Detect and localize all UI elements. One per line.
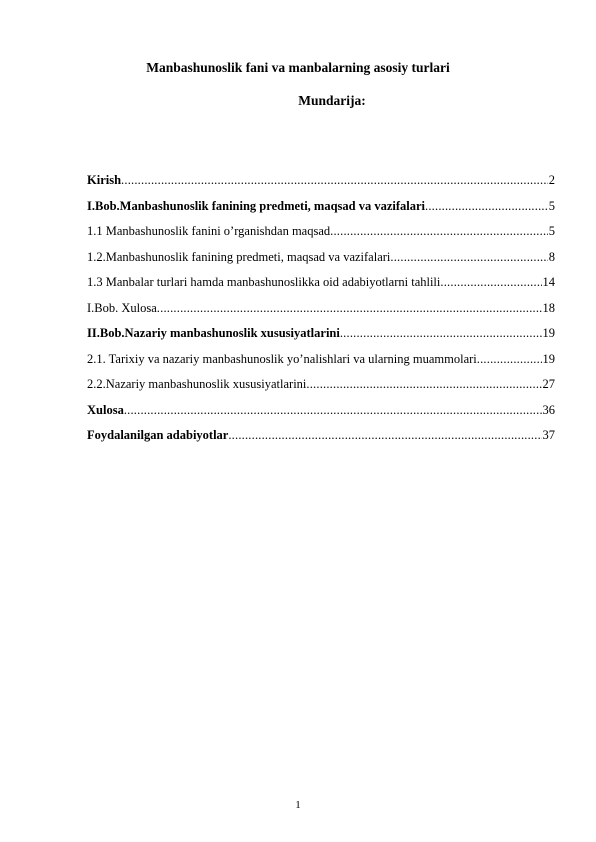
toc-entry-chapter-2[interactable] xyxy=(87,325,555,351)
toc-entry-chapter-1-conclusion[interactable] xyxy=(87,300,555,326)
toc-entry-page: 8 xyxy=(548,249,555,264)
toc-entry-label: Foydalanilgan adabiyotlar xyxy=(87,428,229,442)
toc-entry-1-2[interactable] xyxy=(87,249,555,275)
toc-entry-references[interactable] xyxy=(87,427,555,453)
toc-entry-label: 1.2.Manbashunoslik fanining predmeti, maqsad va vazifalari xyxy=(87,249,391,264)
toc-entry-page: 27 xyxy=(542,377,555,391)
page-number: 1 xyxy=(295,799,301,811)
toc-entry-page: 36 xyxy=(542,402,555,417)
toc-entry-page: 19 xyxy=(542,326,555,340)
toc-entry-page: 5 xyxy=(548,224,555,238)
toc-entry-page: 5 xyxy=(548,198,555,213)
toc-dot-leader xyxy=(440,274,541,290)
toc-entry-label: Xulosa xyxy=(87,402,124,417)
toc-entry-page: 19 xyxy=(542,351,555,366)
toc-entry-chapter-1[interactable] xyxy=(87,198,555,224)
toc-entry-label: 1.1 Manbashunoslik fanini o’rganishdan maqsad xyxy=(87,224,331,238)
toc-entry-page: 37 xyxy=(542,428,555,442)
toc-dot-leader xyxy=(228,427,541,443)
toc-dot-leader xyxy=(124,402,542,418)
toc-entry-label: II.Bob.Nazariy manbashunoslik xususiyatlarini xyxy=(87,326,340,340)
toc-dot-leader xyxy=(121,172,548,188)
toc-entry-label: 1.3 Manbalar turlari hamda manbashunoslikka oid adabiyotlarni tahlili xyxy=(87,275,441,289)
toc-entry-page: 2 xyxy=(548,173,555,187)
toc-dot-leader xyxy=(306,376,541,392)
toc-entry-page: 14 xyxy=(542,275,555,289)
toc-entry-label: I.Bob.Manbashunoslik fanining predmeti, maqsad va vazifalari xyxy=(87,198,426,213)
document-title: Manbashunoslik fani va manbalarning asosiy turlari xyxy=(146,60,450,75)
toc-entry-label: 2.2.Nazariy manbashunoslik xususiyatlarini xyxy=(87,377,307,391)
toc-entry-2-1[interactable] xyxy=(87,351,555,377)
toc-dot-leader xyxy=(330,223,548,239)
toc-dot-leader xyxy=(425,198,548,214)
toc-dot-leader xyxy=(340,325,542,341)
toc-entry-1-1[interactable] xyxy=(87,223,555,249)
toc-dot-leader xyxy=(390,249,547,265)
table-of-contents xyxy=(87,172,555,453)
toc-entry-1-3[interactable] xyxy=(87,274,555,300)
toc-entry-label: 2.1. Tarixiy va nazariy manbashunoslik yo’nalishlari va ularning muammolari xyxy=(87,351,477,366)
toc-entry-2-2[interactable] xyxy=(87,376,555,402)
toc-entry-xulosa[interactable] xyxy=(87,402,555,428)
toc-entry-label: I.Bob. Xulosa xyxy=(87,300,157,315)
toc-dot-leader xyxy=(477,351,542,367)
toc-dot-leader xyxy=(157,300,542,316)
toc-entry-kirish[interactable] xyxy=(87,172,555,198)
toc-heading: Mundarija: xyxy=(298,93,366,108)
toc-entry-page: 18 xyxy=(542,300,555,315)
toc-entry-label: Kirish xyxy=(87,173,122,187)
